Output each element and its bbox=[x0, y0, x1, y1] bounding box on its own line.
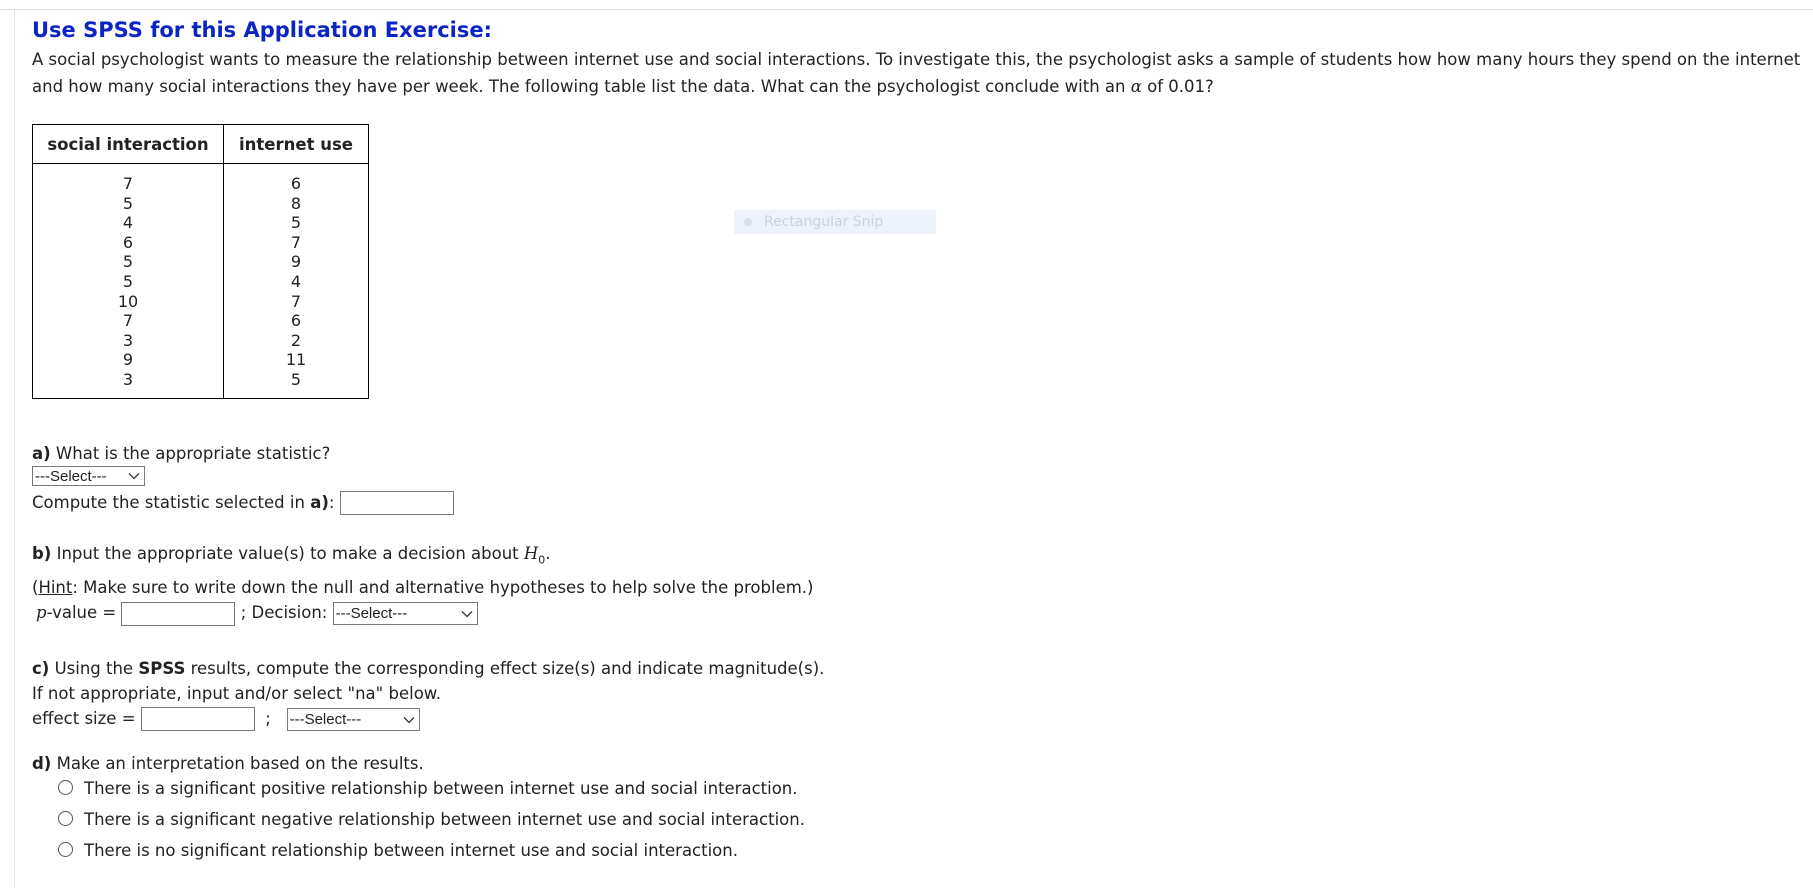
table-cell: 7 bbox=[290, 291, 302, 311]
part-b-hint bbox=[32, 575, 1802, 600]
part-a-text: What is the appropriate statistic? bbox=[50, 443, 331, 463]
compute-ref: a) bbox=[310, 492, 329, 512]
header-internet-use: internet use bbox=[224, 125, 369, 164]
alpha-symbol: α bbox=[1130, 77, 1142, 96]
internet-use-values bbox=[224, 164, 369, 399]
table-cell: 7 bbox=[290, 232, 302, 252]
table-cell: 3 bbox=[122, 369, 134, 389]
part-b-label: b) bbox=[32, 544, 52, 564]
table-cell: 5 bbox=[122, 193, 134, 213]
table-cell: 8 bbox=[290, 193, 302, 213]
part-a-select-row bbox=[32, 466, 1802, 488]
statistic-input[interactable] bbox=[340, 491, 454, 515]
intro-line2-prefix: and how many social interactions they have per week. The following table list the data. What can the psychologist conclude with an bbox=[32, 77, 1131, 96]
compute-suffix: : bbox=[328, 492, 335, 512]
exercise-intro bbox=[32, 46, 1802, 100]
table-cell: 5 bbox=[122, 252, 134, 272]
heading-spss: SPSS bbox=[83, 18, 143, 42]
social-interaction-values bbox=[33, 164, 224, 399]
hint-open: ( bbox=[32, 578, 39, 598]
table-cell: 7 bbox=[122, 311, 134, 331]
part-b-end: . bbox=[545, 544, 551, 564]
heading-suffix: for this Application Exercise: bbox=[142, 18, 493, 42]
statistic-select-value: ---Select--- bbox=[35, 468, 107, 486]
data-table bbox=[32, 124, 369, 399]
top-divider bbox=[0, 9, 1813, 10]
rectangular-snip-overlay bbox=[734, 210, 936, 234]
snip-dot-icon bbox=[744, 218, 752, 226]
interpretation-option-positive[interactable] bbox=[32, 773, 1802, 804]
table-cell: 9 bbox=[290, 252, 302, 272]
h0-symbol: H bbox=[523, 544, 539, 564]
left-divider bbox=[14, 10, 15, 888]
table-cell: 6 bbox=[122, 232, 134, 252]
magnitude-select-value: ---Select--- bbox=[289, 710, 362, 728]
table-cell: 4 bbox=[122, 213, 134, 233]
option-label: There is a significant negative relationship between internet use and social interaction. bbox=[84, 810, 805, 830]
heading-prefix: Use bbox=[32, 18, 84, 42]
table-cell: 5 bbox=[290, 369, 302, 389]
h0-subscript: 0 bbox=[538, 553, 546, 567]
exercise-heading bbox=[32, 16, 1802, 44]
part-c-text-suffix: results, compute the corresponding effect size(s) and indicate magnitude(s). bbox=[185, 658, 825, 678]
part-a-label: a) bbox=[32, 443, 51, 463]
hint-text: : Make sure to write down the null and alternative hypotheses to help solve the problem.) bbox=[72, 578, 814, 598]
part-a-compute-row bbox=[32, 490, 1802, 516]
part-d-label: d) bbox=[32, 754, 52, 774]
part-c-text-prefix: Using the bbox=[49, 658, 139, 678]
part-a-question bbox=[32, 441, 1802, 466]
table-cell: 5 bbox=[290, 213, 302, 233]
chevron-down-icon bbox=[128, 470, 140, 482]
radio-button[interactable] bbox=[58, 811, 73, 826]
statistic-select[interactable] bbox=[32, 466, 145, 486]
table-cell: 10 bbox=[117, 291, 139, 311]
separator: ; bbox=[240, 603, 252, 623]
p-label: p bbox=[36, 603, 47, 623]
decision-label: Decision: bbox=[251, 603, 333, 623]
intro-line1: A social psychologist wants to measure the relationship between internet use and social interactions. To investigate this, the psychologist asks a sample of students how how many hours they spend on the internet bbox=[32, 50, 1801, 69]
exercise-content bbox=[32, 16, 1802, 866]
separator: ; bbox=[265, 708, 271, 728]
hint-label: Hint bbox=[38, 578, 73, 598]
part-b-answer-row bbox=[32, 600, 1802, 626]
part-c-question bbox=[32, 656, 1802, 681]
table-cell: 3 bbox=[122, 330, 134, 350]
effect-size-label: effect size = bbox=[32, 708, 141, 728]
intro-line2-suffix: of 0.01? bbox=[1141, 77, 1214, 96]
chevron-down-icon bbox=[403, 714, 415, 726]
table-cell: 9 bbox=[122, 350, 134, 370]
table-cell: 4 bbox=[290, 271, 302, 291]
radio-button[interactable] bbox=[58, 842, 73, 857]
p-value-input[interactable] bbox=[121, 602, 235, 626]
table-cell: 6 bbox=[290, 174, 302, 193]
snip-label: Rectangular Snip bbox=[764, 214, 884, 230]
decision-select[interactable] bbox=[333, 602, 478, 625]
effect-size-input[interactable] bbox=[141, 707, 255, 731]
interpretation-option-none[interactable] bbox=[32, 835, 1802, 866]
chevron-down-icon bbox=[461, 608, 473, 620]
compute-prefix: Compute the statistic selected in bbox=[32, 492, 311, 512]
part-b-text: Input the appropriate value(s) to make a decision about bbox=[51, 544, 524, 564]
table-cell: 11 bbox=[285, 350, 307, 370]
part-c-answer-row bbox=[32, 706, 1802, 732]
header-social-interaction: social interaction bbox=[33, 125, 224, 164]
magnitude-select[interactable] bbox=[287, 708, 420, 731]
decision-select-value: ---Select--- bbox=[335, 605, 408, 623]
radio-button[interactable] bbox=[58, 780, 73, 795]
interpretation-option-negative[interactable] bbox=[32, 804, 1802, 835]
part-d-text: Make an interpretation based on the results. bbox=[51, 754, 424, 774]
table-cell: 2 bbox=[290, 330, 302, 350]
p-value-label: -value = bbox=[46, 603, 122, 623]
option-label: There is no significant relationship between internet use and social interaction. bbox=[84, 841, 738, 861]
part-c-spss: SPSS bbox=[138, 658, 186, 678]
table-cell: 5 bbox=[122, 271, 134, 291]
option-label: There is a significant positive relationship between internet use and social interaction. bbox=[84, 779, 798, 799]
part-b-question bbox=[32, 541, 1802, 572]
table-cell: 6 bbox=[290, 311, 302, 331]
part-c-instruction: If not appropriate, input and/or select "na" below. bbox=[32, 683, 442, 703]
part-c-label: c) bbox=[32, 658, 50, 678]
table-cell: 7 bbox=[122, 174, 134, 193]
